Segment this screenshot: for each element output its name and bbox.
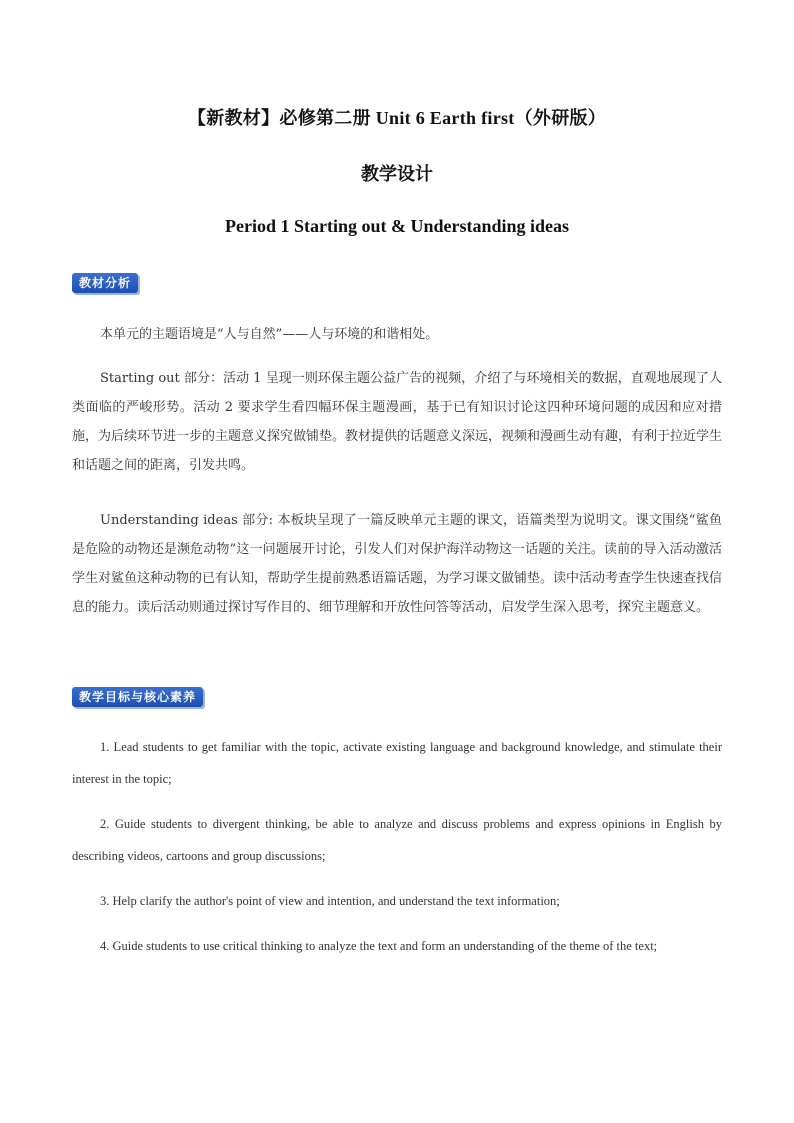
section-badge-analysis: 教材分析 — [72, 273, 138, 293]
section-badge-goals: 教学目标与核心素养 — [72, 687, 203, 707]
paragraph-text: Starting out 部分：活动 1 呈现一则环保主题公益广告的视频，介绍了与环境相关的数据，直观地展现了人类面临的严峻形势。活动 2 要求学生看四幅环保主题漫画，基于已有知识讨论这四种环境问题的成因和应对措施，为后续环节进一步的主题意义探究做铺垫。教材提供的话题意义深远，视频和漫画生动有趣，有利于拉近学生和话题之间的距离，引发共鸣。 — [72, 371, 723, 473]
paragraph-text: Understanding ideas 部分: 本板块呈现了一篇反映单元主题的课文，语篇类型为说明文。课文围绕“鲨鱼是危险的动物还是濒危动物”这一问题展开讨论，引发人们对保护海洋动物这一话题的关注。读前的导入活动激活学生对鲨鱼这种动物的已有认知，帮助学生提前熟悉语篇话题，为学习课文做铺垫。读中活动考查学生快速查找信息的能力。读后活动则通过探讨写作目的、细节理解和开放性问答等活动，启发学生深入思考，探究主题意义。 — [72, 513, 723, 615]
analysis-paragraph-3 — [72, 506, 722, 622]
document-subtitle: 教学设计 — [361, 164, 433, 185]
goal-text: 3. Help clarify the author's point of view and intention, and understand the text information; — [100, 894, 560, 908]
goal-item-3 — [72, 885, 722, 917]
analysis-paragraph-1 — [72, 320, 722, 349]
goal-item-1 — [72, 731, 722, 795]
goal-item-2 — [72, 808, 722, 872]
goal-text: 2. Guide students to divergent thinking, be able to analyze and discuss problems and express opinions in English by describing videos, cartoons and group discussions; — [72, 817, 722, 863]
analysis-paragraph-2 — [72, 364, 722, 480]
goal-text: 4. Guide students to use critical thinking to analyze the text and form an understanding of the theme of the text; — [100, 939, 658, 953]
document-title: 【新教材】必修第二册 Unit 6 Earth first（外研版） — [187, 108, 607, 128]
goal-item-4 — [72, 930, 722, 962]
goal-text: 1. Lead students to get familiar with the topic, activate existing language and background knowledge, and stimulate their interest in the topic; — [72, 740, 722, 786]
period-title: Period 1 Starting out & Understanding ideas — [224, 216, 570, 236]
paragraph-text: 本单元的主题语境是“人与自然”——人与环境的和谐相处。 — [100, 327, 439, 342]
